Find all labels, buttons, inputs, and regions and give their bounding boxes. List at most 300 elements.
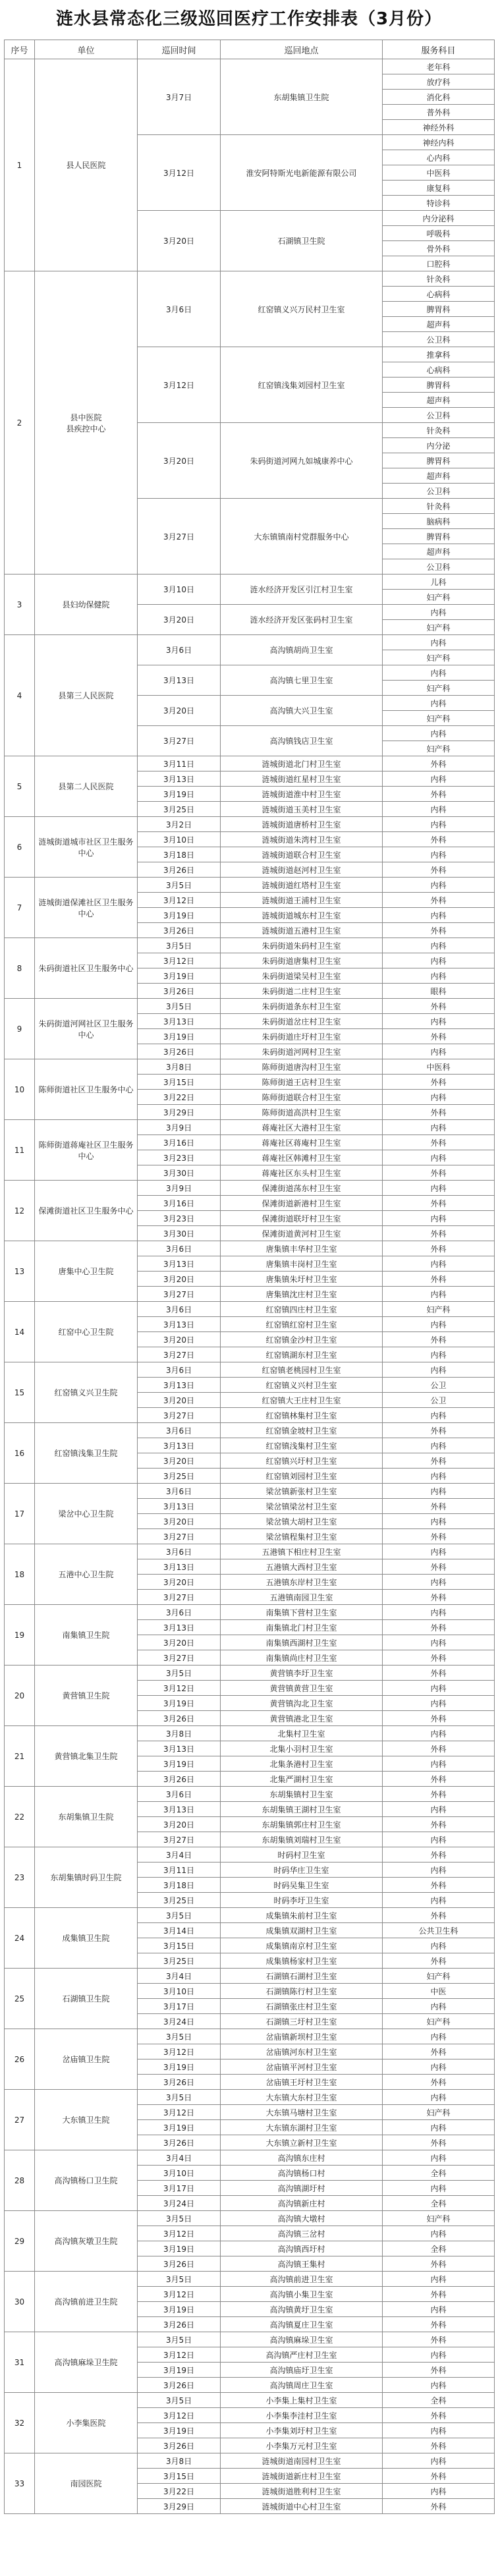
table-row (5, 2393, 495, 2408)
unit-name: 黄营镇卫生院 (35, 1666, 138, 1726)
service-dept: 内科 (383, 1696, 495, 1711)
visit-date: 3月5日 (138, 2090, 221, 2105)
visit-date: 3月15日 (138, 2469, 221, 2484)
service-dept: 超声科 (383, 317, 495, 332)
service-dept: 外科 (383, 1332, 495, 1347)
service-dept: 全科 (383, 2393, 495, 2408)
service-dept: 内科 (383, 1438, 495, 1453)
service-dept: 超声科 (383, 393, 495, 408)
table-row (5, 635, 495, 650)
visit-date: 3月5日 (138, 1666, 221, 1681)
unit-name: 高沟镇前进卫生院 (35, 2272, 138, 2332)
unit-name: 涟城街道城市社区卫生服务中心 (35, 817, 138, 878)
service-dept: 内科 (383, 1120, 495, 1135)
visit-place: 朱码街道朱码村卫生室 (221, 938, 383, 953)
visit-date: 3月6日 (138, 1423, 221, 1438)
header-dept: 服务科目 (383, 40, 495, 59)
visit-place: 南集镇北门村卫生室 (221, 1620, 383, 1635)
visit-place: 黄营镇李圩卫生室 (221, 1666, 383, 1681)
service-dept: 内科 (383, 665, 495, 681)
visit-date: 3月12日 (138, 1681, 221, 1696)
table-row (5, 2090, 495, 2105)
visit-place: 大东镇立新村卫生室 (221, 2135, 383, 2150)
visit-date: 3月11日 (138, 1862, 221, 1878)
visit-date: 3月20日 (138, 1393, 221, 1408)
row-number: 30 (5, 2272, 35, 2332)
visit-place: 石湖镇陈行村卫生室 (221, 1984, 383, 1999)
table-row (5, 1423, 495, 1438)
visit-date: 3月17日 (138, 1999, 221, 2014)
visit-place: 时码吴集卫生室 (221, 1878, 383, 1893)
visit-date: 3月13日 (138, 1438, 221, 1453)
visit-date: 3月26日 (138, 2135, 221, 2150)
service-dept: 外科 (383, 2363, 495, 2378)
table-row (5, 1908, 495, 1923)
visit-place: 高沟镇夏庄卫生室 (221, 2317, 383, 2332)
visit-date: 3月12日 (138, 953, 221, 968)
service-dept: 全科 (383, 2166, 495, 2181)
service-dept: 内科 (383, 1681, 495, 1696)
visit-place: 成集镇杨家村卫生室 (221, 1953, 383, 1969)
visit-date: 3月24日 (138, 2014, 221, 2029)
visit-place: 涟城街道城东村卫生室 (221, 908, 383, 923)
service-dept: 公卫 (383, 1378, 495, 1393)
service-dept: 外科 (383, 2044, 495, 2059)
visit-place: 涟城街道新庄村卫生室 (221, 2469, 383, 2484)
visit-place: 北集村卫生室 (221, 1726, 383, 1741)
visit-place: 涟城街道胜利村卫生室 (221, 2484, 383, 2499)
visit-date: 3月19日 (138, 908, 221, 923)
visit-place: 南集镇下营村卫生室 (221, 1605, 383, 1620)
service-dept: 消化科 (383, 90, 495, 105)
table-row (5, 756, 495, 771)
visit-date: 3月30日 (138, 1226, 221, 1241)
visit-place: 大东镇东湖村卫生室 (221, 2120, 383, 2135)
visit-date: 3月17日 (138, 2181, 221, 2196)
visit-place: 涟城街道中心村卫生室 (221, 2499, 383, 2514)
visit-date: 3月29日 (138, 2499, 221, 2514)
service-dept: 内科 (383, 2423, 495, 2438)
visit-place: 石湖镇石湖村卫生室 (221, 1969, 383, 1984)
service-dept: 公卫科 (383, 408, 495, 423)
row-number: 13 (5, 1241, 35, 1302)
visit-date: 3月30日 (138, 1165, 221, 1181)
service-dept: 外科 (383, 1908, 495, 1923)
visit-place: 高沟镇小集卫生室 (221, 2287, 383, 2302)
service-dept: 内科 (383, 1317, 495, 1332)
visit-place: 蒋庵社区东头村卫生室 (221, 1165, 383, 1181)
table-body (5, 59, 495, 2514)
service-dept: 内科 (383, 1484, 495, 1499)
visit-date: 3月19日 (138, 2241, 221, 2256)
unit-name: 陈师街道社区卫生服务中心 (35, 1059, 138, 1120)
visit-date: 3月19日 (138, 1029, 221, 1044)
unit-name: 高沟镇杨口卫生院 (35, 2150, 138, 2211)
visit-place: 红窑镇浅集村卫生室 (221, 1438, 383, 1453)
visit-date: 3月27日 (138, 1287, 221, 1302)
service-dept: 内科 (383, 2029, 495, 2044)
service-dept: 眼科 (383, 984, 495, 999)
visit-date: 3月6日 (138, 1484, 221, 1499)
service-dept: 外科 (383, 1817, 495, 1832)
service-dept: 内科 (383, 1514, 495, 1529)
service-dept: 内科 (383, 1832, 495, 1847)
visit-date: 3月12日 (138, 2408, 221, 2423)
service-dept: 公卫 (383, 1393, 495, 1408)
visit-place: 红窑镇刘园村卫生室 (221, 1469, 383, 1484)
visit-place: 涟城街道南园村卫生室 (221, 2453, 383, 2469)
visit-date: 3月26日 (138, 984, 221, 999)
visit-place: 红窑镇义兴万民村卫生室 (221, 271, 383, 347)
service-dept: 内科 (383, 938, 495, 953)
visit-place: 高沟镇麻垛卫生室 (221, 2332, 383, 2347)
service-dept: 公共卫生科 (383, 1923, 495, 1938)
visit-date: 3月13日 (138, 1378, 221, 1393)
row-number: 11 (5, 1120, 35, 1181)
unit-name: 县中医院 县疾控中心 (35, 271, 138, 574)
visit-place: 时码村卫生室 (221, 1847, 383, 1862)
row-number: 6 (5, 817, 35, 878)
visit-place: 南集镇西湖村卫生室 (221, 1635, 383, 1650)
service-dept: 外科 (383, 1196, 495, 1211)
visit-place: 蒋庵社区韩滩村卫生室 (221, 1150, 383, 1165)
table-row (5, 2029, 495, 2044)
visit-place: 唐集镇丰华村卫生室 (221, 1241, 383, 1256)
visit-place: 石湖镇张庄村卫生室 (221, 1999, 383, 2014)
visit-place: 梁岔镇程集村卫生室 (221, 1529, 383, 1544)
visit-date: 3月12日 (138, 2226, 221, 2241)
service-dept: 外科 (383, 1620, 495, 1635)
visit-place: 大东镇镇南村党群服务中心 (221, 499, 383, 574)
service-dept: 内科 (383, 2378, 495, 2393)
visit-place: 涟城街道联合村卫生室 (221, 847, 383, 862)
visit-place: 红窑镇大王庄村卫生室 (221, 1393, 383, 1408)
row-number: 1 (5, 59, 35, 271)
visit-place: 陈师街道联合村卫生室 (221, 1090, 383, 1105)
table-row (5, 1847, 495, 1862)
service-dept: 外科 (383, 2408, 495, 2423)
header-row (5, 40, 495, 59)
service-dept: 外科 (383, 2332, 495, 2347)
unit-name: 红窑镇浅集卫生院 (35, 1423, 138, 1484)
service-dept: 内科 (383, 1408, 495, 1423)
row-number: 18 (5, 1544, 35, 1605)
service-dept: 内科 (383, 1014, 495, 1029)
visit-place: 朱码街道唐集村卫生室 (221, 953, 383, 968)
visit-date: 3月19日 (138, 1756, 221, 1772)
visit-date: 3月22日 (138, 2484, 221, 2499)
table-row (5, 271, 495, 287)
visit-place: 保滩街道新港村卫生室 (221, 1196, 383, 1211)
visit-date: 3月5日 (138, 2029, 221, 2044)
service-dept: 内科 (383, 635, 495, 650)
service-dept: 外科 (383, 2317, 495, 2332)
visit-date: 3月20日 (138, 1575, 221, 1590)
row-number: 5 (5, 756, 35, 817)
service-dept: 外科 (383, 1453, 495, 1469)
table-header (5, 40, 495, 59)
visit-place: 蒋庵社区大港村卫生室 (221, 1120, 383, 1135)
unit-name: 大东镇卫生院 (35, 2090, 138, 2150)
visit-place: 黄营镇黄营卫生室 (221, 1681, 383, 1696)
visit-date: 3月19日 (138, 787, 221, 802)
service-dept: 外科 (383, 1241, 495, 1256)
unit-name: 高沟镇灰墩卫生院 (35, 2211, 138, 2272)
visit-place: 高沟镇庙圩卫生室 (221, 2363, 383, 2378)
visit-date: 3月20日 (138, 1635, 221, 1650)
visit-date: 3月5日 (138, 1908, 221, 1923)
row-number: 28 (5, 2150, 35, 2211)
service-dept: 外科 (383, 1847, 495, 1862)
service-dept: 针灸科 (383, 499, 495, 514)
visit-date: 3月27日 (138, 499, 221, 574)
visit-date: 3月27日 (138, 1650, 221, 1666)
unit-name: 朱码街道社区卫生服务中心 (35, 938, 138, 999)
unit-name: 岔庙镇卫生院 (35, 2029, 138, 2090)
service-dept: 内科 (383, 2059, 495, 2075)
visit-place: 大东镇大东村卫生室 (221, 2090, 383, 2105)
service-dept: 妇产科 (383, 711, 495, 726)
visit-place: 东胡集镇卫生院 (221, 59, 383, 135)
visit-place: 高沟镇七里卫生室 (221, 665, 383, 696)
service-dept: 外科 (383, 862, 495, 878)
visit-place: 保滩街道黄河村卫生室 (221, 1226, 383, 1241)
visit-place: 高沟镇大兴卫生室 (221, 696, 383, 726)
visit-place: 朱码街道岔庄村卫生室 (221, 1014, 383, 1029)
visit-date: 3月25日 (138, 1953, 221, 1969)
service-dept: 内科 (383, 2226, 495, 2241)
service-dept: 脾胃科 (383, 378, 495, 393)
visit-date: 3月6日 (138, 1544, 221, 1559)
service-dept: 内科 (383, 1181, 495, 1196)
visit-place: 五港镇东岸村卫生室 (221, 1575, 383, 1590)
table-row (5, 2272, 495, 2287)
row-number: 4 (5, 635, 35, 756)
visit-date: 3月16日 (138, 1135, 221, 1150)
visit-date: 3月5日 (138, 2211, 221, 2226)
visit-date: 3月27日 (138, 1347, 221, 1362)
row-number: 19 (5, 1605, 35, 1666)
service-dept: 公卫科 (383, 332, 495, 347)
service-dept: 妇产科 (383, 2014, 495, 2029)
service-dept: 内科 (383, 1090, 495, 1105)
row-number: 12 (5, 1181, 35, 1241)
service-dept: 普外科 (383, 105, 495, 120)
header-date: 巡回时间 (138, 40, 221, 59)
visit-place: 保滩街道荡东村卫生室 (221, 1181, 383, 1196)
visit-place: 小李集刘圩村卫生室 (221, 2423, 383, 2438)
service-dept: 全科 (383, 2241, 495, 2256)
service-dept: 神经内科 (383, 135, 495, 150)
service-dept: 内科 (383, 953, 495, 968)
row-number: 16 (5, 1423, 35, 1484)
visit-place: 梁岔镇大胡村卫生室 (221, 1514, 383, 1529)
visit-place: 涟城街道玉美村卫生室 (221, 802, 383, 817)
row-number: 26 (5, 2029, 35, 2090)
visit-date: 3月27日 (138, 1529, 221, 1544)
table-row (5, 2453, 495, 2469)
service-dept: 全科 (383, 2196, 495, 2211)
visit-date: 3月6日 (138, 1787, 221, 1802)
service-dept: 内科 (383, 802, 495, 817)
table-row (5, 817, 495, 832)
row-number: 15 (5, 1362, 35, 1423)
service-dept: 外科 (383, 1226, 495, 1241)
visit-date: 3月26日 (138, 923, 221, 938)
row-number: 21 (5, 1726, 35, 1787)
visit-place: 五港镇南园卫生室 (221, 1590, 383, 1605)
service-dept: 内科 (383, 1287, 495, 1302)
service-dept: 外科 (383, 923, 495, 938)
visit-date: 3月13日 (138, 1620, 221, 1635)
service-dept: 外科 (383, 1666, 495, 1681)
header-place: 巡回地点 (221, 40, 383, 59)
header-unit: 单位 (35, 40, 138, 59)
visit-place: 石湖镇三圩村卫生室 (221, 2014, 383, 2029)
service-dept: 内分泌 (383, 438, 495, 453)
visit-date: 3月5日 (138, 2332, 221, 2347)
service-dept: 呼吸科 (383, 226, 495, 241)
visit-place: 红窑镇湖东村卫生室 (221, 1347, 383, 1362)
visit-date: 3月20日 (138, 1817, 221, 1832)
page-title: 涟水县常态化三级巡回医疗工作安排表（3月份） (55, 9, 443, 29)
visit-date: 3月20日 (138, 1272, 221, 1287)
visit-date: 3月5日 (138, 999, 221, 1014)
visit-place: 高沟镇大墩村 (221, 2211, 383, 2226)
visit-date: 3月20日 (138, 423, 221, 499)
visit-date: 3月23日 (138, 1150, 221, 1165)
service-dept: 超声科 (383, 544, 495, 559)
row-number: 9 (5, 999, 35, 1059)
service-dept: 外科 (383, 1529, 495, 1544)
service-dept: 外科 (383, 2287, 495, 2302)
unit-name: 黄营镇北集卫生院 (35, 1726, 138, 1787)
service-dept: 针灸科 (383, 423, 495, 438)
service-dept: 内科 (383, 1044, 495, 1059)
visit-place: 高沟镇钱店卫生室 (221, 726, 383, 756)
visit-date: 3月13日 (138, 1256, 221, 1272)
visit-date: 3月11日 (138, 756, 221, 771)
visit-place: 高沟镇新庄村 (221, 2196, 383, 2211)
visit-place: 东胡集镇郭庄村卫生室 (221, 1817, 383, 1832)
visit-place: 东胡集镇王湖村卫生室 (221, 1802, 383, 1817)
visit-place: 涟水经济开发区引江村卫生室 (221, 574, 383, 605)
service-dept: 外科 (383, 2469, 495, 2484)
service-dept: 内科 (383, 1544, 495, 1559)
visit-date: 3月8日 (138, 1726, 221, 1741)
visit-place: 岔庙镇平河村卫生室 (221, 2059, 383, 2075)
visit-place: 高沟镇西圩村 (221, 2241, 383, 2256)
visit-place: 岔庙镇新坝村卫生室 (221, 2029, 383, 2044)
table-row (5, 1120, 495, 1135)
row-number: 33 (5, 2453, 35, 2514)
visit-place: 红窑镇浅集刘园村卫生室 (221, 347, 383, 423)
visit-place: 陈师街道王店村卫生室 (221, 1075, 383, 1090)
row-number: 7 (5, 878, 35, 938)
visit-date: 3月10日 (138, 1984, 221, 1999)
visit-place: 时码李圩卫生室 (221, 1893, 383, 1908)
visit-place: 红窑镇红窑村卫生室 (221, 1317, 383, 1332)
visit-place: 小李集上集村卫生室 (221, 2393, 383, 2408)
unit-name: 高沟镇麻垛卫生院 (35, 2332, 138, 2393)
visit-date: 3月8日 (138, 2453, 221, 2469)
visit-date: 3月25日 (138, 1469, 221, 1484)
visit-place: 唐集镇朱圩村卫生室 (221, 1272, 383, 1287)
visit-date: 3月2日 (138, 817, 221, 832)
visit-place: 北集小羽村卫生室 (221, 1741, 383, 1756)
visit-date: 3月5日 (138, 938, 221, 953)
visit-place: 朱码街道梁吴村卫生室 (221, 968, 383, 984)
service-dept: 神经外科 (383, 120, 495, 135)
visit-place: 高沟镇湖圩村 (221, 2181, 383, 2196)
visit-place: 高沟镇黄圩卫生室 (221, 2302, 383, 2317)
visit-place: 涟城街道红塔村卫生室 (221, 878, 383, 893)
visit-date: 3月16日 (138, 1196, 221, 1211)
service-dept: 内科 (383, 1999, 495, 2014)
visit-place: 梁岔镇新张村卫生室 (221, 1484, 383, 1499)
visit-place: 高沟镇三岔村 (221, 2226, 383, 2241)
visit-date: 3月6日 (138, 1362, 221, 1378)
service-dept: 外科 (383, 1787, 495, 1802)
row-number: 32 (5, 2393, 35, 2453)
visit-date: 3月20日 (138, 1332, 221, 1347)
visit-place: 红窑镇老桃园村卫生室 (221, 1362, 383, 1378)
unit-name: 县妇幼保健院 (35, 574, 138, 635)
service-dept: 外科 (383, 1953, 495, 1969)
visit-date: 3月26日 (138, 2317, 221, 2332)
row-number: 27 (5, 2090, 35, 2150)
visit-place: 成集镇双湖村卫生室 (221, 1923, 383, 1938)
service-dept: 中医科 (383, 165, 495, 181)
service-dept: 内科 (383, 1893, 495, 1908)
service-dept: 内科 (383, 1938, 495, 1953)
visit-place: 朱码街道河网九如城康养中心 (221, 423, 383, 499)
table-row (5, 2150, 495, 2166)
service-dept: 康复科 (383, 181, 495, 196)
service-dept: 内科 (383, 2453, 495, 2469)
visit-date: 3月23日 (138, 1211, 221, 1226)
service-dept: 妇产科 (383, 1969, 495, 1984)
visit-date: 3月9日 (138, 1181, 221, 1196)
unit-name: 县人民医院 (35, 59, 138, 271)
visit-place: 蒋庵社区蒋庵村卫生室 (221, 1135, 383, 1150)
visit-place: 朱码街道河网村卫生室 (221, 1044, 383, 1059)
row-number: 29 (5, 2211, 35, 2272)
visit-date: 3月5日 (138, 2272, 221, 2287)
service-dept: 内科 (383, 1362, 495, 1378)
service-dept: 内科 (383, 1347, 495, 1362)
visit-place: 成集镇南京村卫生室 (221, 1938, 383, 1953)
visit-place: 岔庙镇王圩村卫生室 (221, 2075, 383, 2090)
service-dept: 内科 (383, 1211, 495, 1226)
table-row (5, 1726, 495, 1741)
visit-date: 3月12日 (138, 347, 221, 423)
table-row (5, 2332, 495, 2347)
visit-place: 涟城街道赵河村卫生室 (221, 862, 383, 878)
visit-date: 3月6日 (138, 1605, 221, 1620)
service-dept: 心病科 (383, 287, 495, 302)
service-dept: 内科 (383, 2302, 495, 2317)
table-row (5, 1544, 495, 1559)
service-dept: 针灸科 (383, 271, 495, 287)
service-dept: 内科 (383, 968, 495, 984)
visit-date: 3月12日 (138, 893, 221, 908)
visit-date: 3月5日 (138, 2393, 221, 2408)
service-dept: 妇产科 (383, 620, 495, 635)
service-dept: 内科 (383, 2150, 495, 2166)
visit-date: 3月12日 (138, 2347, 221, 2363)
table-row (5, 1302, 495, 1317)
